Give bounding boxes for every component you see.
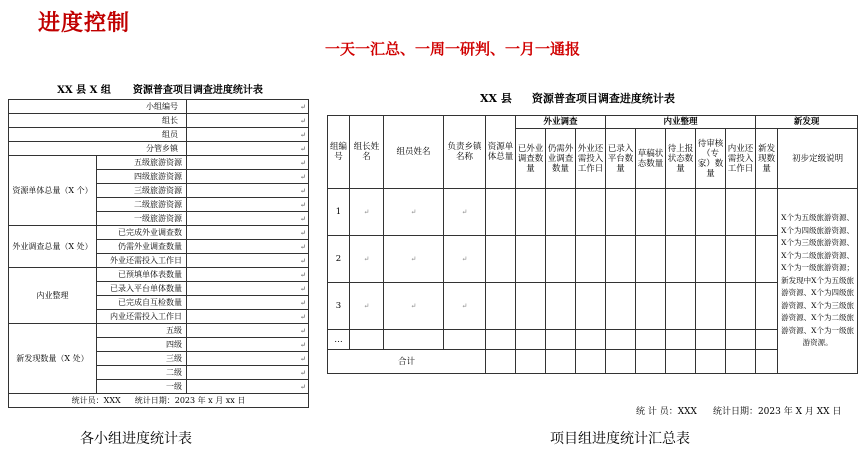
- group-progress-table: [8, 99, 309, 408]
- right-title-county: XX 县: [480, 92, 512, 105]
- table-row: [9, 226, 309, 240]
- table-row: [9, 324, 309, 338]
- cell-mark: ↵: [384, 236, 444, 283]
- sub-label: 二级旅游资源: [97, 198, 187, 212]
- cell-mark: ↵: [187, 310, 309, 324]
- cell-mark: ↵: [187, 226, 309, 240]
- cell-mark: ↵: [187, 254, 309, 268]
- grade-description: X个为五级旅游资源、X个为四级旅游资源、X个为三级旅游资源、X个为二级旅游资源、X个为一级旅游资源；新发现中X个为五级旅游资源、X个为四级旅游资源、X个为三级旅游资源、X个为二级旅游资源、X个为一级旅游资源。: [778, 189, 858, 374]
- sub-label: 五级: [97, 324, 187, 338]
- sub-label: 三级旅游资源: [97, 184, 187, 198]
- group-label-field: 外业调查总量（X 处）: [9, 226, 97, 268]
- group-label-newfind: 新发现数量（X 处）: [9, 324, 97, 394]
- table-row: [9, 100, 309, 114]
- group-label-resource: 资源单体总量（X 个）: [9, 156, 97, 226]
- cell-mark: ↵: [187, 128, 309, 142]
- col-header: 待上报状态数量: [666, 129, 696, 189]
- sub-label: 四级旅游资源: [97, 170, 187, 184]
- cell-mark: ↵: [350, 283, 384, 330]
- sub-label: 外业还需投入工作日: [97, 254, 187, 268]
- cell-mark: ↵: [187, 170, 309, 184]
- sub-label: 三级: [97, 352, 187, 366]
- cell-mark: ↵: [187, 198, 309, 212]
- row-number: 2: [328, 236, 350, 283]
- sub-label: 五级旅游资源: [97, 156, 187, 170]
- cell-mark: ↵: [187, 366, 309, 380]
- total-label: 合计: [328, 350, 486, 374]
- col-header: 组长姓名: [350, 116, 384, 189]
- cell-mark: ↵: [187, 324, 309, 338]
- group-header-row: [328, 116, 858, 129]
- cell-mark: ↵: [187, 142, 309, 156]
- col-header: 草稿状态数量: [636, 129, 666, 189]
- right-title-main: 资源普查项目调查进度统计表: [531, 92, 675, 105]
- cell-mark: ↵: [444, 283, 486, 330]
- group-header-office: 内业整理: [606, 116, 756, 129]
- sub-label: 内业还需投入工作日: [97, 310, 187, 324]
- right-caption: 项目组进度统计汇总表: [550, 431, 690, 447]
- col-header: 新发现数量: [756, 129, 778, 189]
- cell-mark: ↵: [444, 189, 486, 236]
- group-label-office: 内业整理: [9, 268, 97, 324]
- cell-mark: ↵: [187, 212, 309, 226]
- right-stat-date: 统计日期：2023 年 X 月 XX 日: [712, 407, 842, 417]
- sub-label: 仍需外业调查数量: [97, 240, 187, 254]
- sub-label: 已预填单体表数量: [97, 268, 187, 282]
- col-header: 组编号: [328, 116, 350, 189]
- slogan: 一天一汇总、一周一研判、一月一通报: [324, 40, 580, 58]
- cell-mark: ↵: [187, 240, 309, 254]
- left-stat-date: 统计日期：2023 年 x 月 xx 日: [134, 395, 246, 405]
- col-header: 资源单体总量: [486, 116, 516, 189]
- cell-mark: ↵: [350, 189, 384, 236]
- cell-mark: ↵: [187, 282, 309, 296]
- left-title-county: XX 县 X 组: [57, 85, 111, 96]
- sub-label: 四级: [97, 338, 187, 352]
- col-header: 已外业调查数量: [516, 129, 546, 189]
- sub-label: 一级: [97, 380, 187, 394]
- group-header-field: 外业调查: [516, 116, 606, 129]
- left-caption: 各小组进度统计表: [80, 431, 192, 447]
- cell-mark: ↵: [187, 100, 309, 114]
- cell-mark: ↵: [187, 184, 309, 198]
- sub-label: 二级: [97, 366, 187, 380]
- cell-mark: ↵: [444, 236, 486, 283]
- cell-mark: ↵: [187, 156, 309, 170]
- col-header: 内业还需投入工作日: [726, 129, 756, 189]
- cell-mark: ↵: [187, 352, 309, 366]
- cell-mark: ↵: [350, 236, 384, 283]
- sub-label: 一级旅游资源: [97, 212, 187, 226]
- left-statistician: 统计员：XXX: [71, 395, 121, 405]
- table-row: [9, 114, 309, 128]
- left-table-footer: [9, 394, 309, 408]
- page-title: 进度控制: [38, 11, 131, 36]
- col-header: 负责乡镇名称: [444, 116, 486, 189]
- cell-mark: ↵: [187, 114, 309, 128]
- cell-mark: ↵: [187, 296, 309, 310]
- cell-mark: ↵: [187, 380, 309, 394]
- cell-mark: ↵: [384, 189, 444, 236]
- row-label: 分管乡镇: [9, 142, 187, 156]
- table-row: [9, 268, 309, 282]
- row-number: …: [328, 330, 350, 350]
- row-label: 小组编号: [9, 100, 187, 114]
- row-number: 3: [328, 283, 350, 330]
- sub-label: 已完成外业调查数: [97, 226, 187, 240]
- left-title-main: 资源普查项目调查进度统计表: [132, 85, 263, 96]
- left-table-title: [10, 81, 310, 96]
- col-header: 外业还需投入工作日: [576, 129, 606, 189]
- group-header-newfind: 新发现: [756, 116, 858, 129]
- summary-progress-table: [327, 115, 858, 374]
- table-row: [9, 156, 309, 170]
- col-header: 初步定级说明: [778, 129, 858, 189]
- cell-mark: ↵: [187, 268, 309, 282]
- cell-mark: ↵: [384, 283, 444, 330]
- sub-label: 已录入平台单体数量: [97, 282, 187, 296]
- cell-mark: ↵: [187, 338, 309, 352]
- right-table-title: [480, 90, 675, 106]
- row-label: 组长: [9, 114, 187, 128]
- col-header: 已录入平台数量: [606, 129, 636, 189]
- col-header: 待审核（专家）数量: [696, 129, 726, 189]
- right-table-footer: [636, 404, 841, 417]
- row-number: 1: [328, 189, 350, 236]
- col-header: 仍需外业调查数量: [546, 129, 576, 189]
- table-row: [9, 142, 309, 156]
- sub-label: 已完成自互检数量: [97, 296, 187, 310]
- table-row: [9, 128, 309, 142]
- col-header: 组员姓名: [384, 116, 444, 189]
- row-label: 组员: [9, 128, 187, 142]
- table-footer-row: [9, 394, 309, 408]
- table-row: [328, 189, 858, 236]
- right-statistician: 统 计 员：XXX: [636, 407, 697, 417]
